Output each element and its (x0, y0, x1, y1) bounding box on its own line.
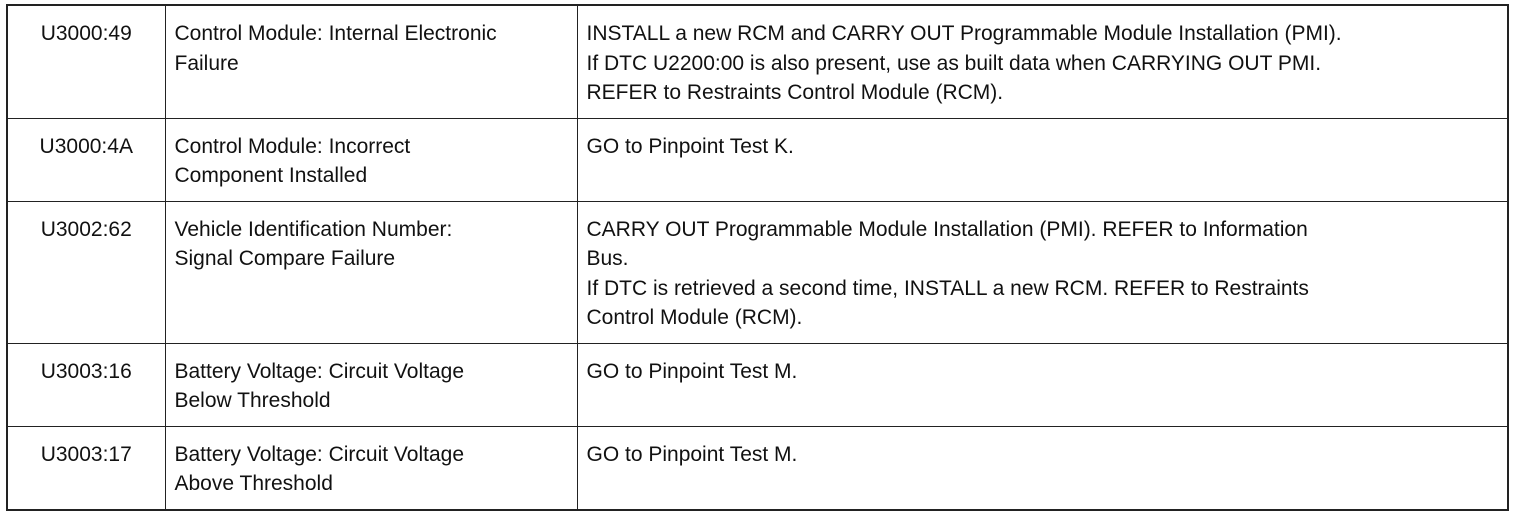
dtc-code: U3000:4A (7, 118, 165, 201)
dtc-action (577, 118, 1508, 201)
dtc-action (577, 5, 1508, 118)
dtc-description (165, 118, 577, 201)
dtc-action (577, 201, 1508, 343)
dtc-code: U3002:62 (7, 201, 165, 343)
action-line: Control Module (RCM). (586, 306, 803, 329)
description-line: Signal Compare Failure (174, 247, 396, 270)
dtc-code: U3003:17 (7, 426, 165, 510)
dtc-code: U3000:49 (7, 5, 165, 118)
description-line: Control Module: Incorrect (174, 134, 411, 158)
action-line: If DTC U2200:00 is also present, use as built data when CARRYING OUT PMI. (586, 51, 1322, 75)
dtc-table (6, 4, 1509, 511)
action-line: GO to Pinpoint Test K. (586, 134, 794, 158)
description-line: Vehicle Identification Number: (174, 217, 453, 241)
table-row (7, 201, 1508, 343)
description-line: Failure (174, 51, 239, 75)
table-row (7, 5, 1508, 118)
action-line: REFER to Restraints Control Module (RCM). (586, 81, 1004, 104)
table-row (7, 118, 1508, 201)
dtc-description (165, 426, 577, 510)
action-line: GO to Pinpoint Test M. (586, 359, 798, 383)
description-line: Above Threshold (174, 472, 333, 495)
description-line: Battery Voltage: Circuit Voltage (174, 442, 464, 466)
dtc-action (577, 426, 1508, 510)
dtc-action (577, 343, 1508, 426)
action-line: If DTC is retrieved a second time, INSTALL a new RCM. REFER to Restraints (586, 276, 1309, 300)
table-row (7, 426, 1508, 510)
table-row (7, 343, 1508, 426)
action-line: GO to Pinpoint Test M. (586, 442, 798, 466)
description-line: Control Module: Internal Electronic (174, 22, 497, 45)
description-line: Battery Voltage: Circuit Voltage (174, 359, 464, 383)
action-line: Bus. (586, 247, 629, 270)
dtc-description (165, 343, 577, 426)
description-line: Below Threshold (174, 389, 331, 412)
dtc-description (165, 5, 577, 118)
action-line: CARRY OUT Programmable Module Installation (PMI). REFER to Information (586, 217, 1308, 241)
description-line: Component Installed (174, 164, 368, 187)
dtc-description (165, 201, 577, 343)
action-line: INSTALL a new RCM and CARRY OUT Programmable Module Installation (PMI). (586, 22, 1342, 45)
dtc-code: U3003:16 (7, 343, 165, 426)
